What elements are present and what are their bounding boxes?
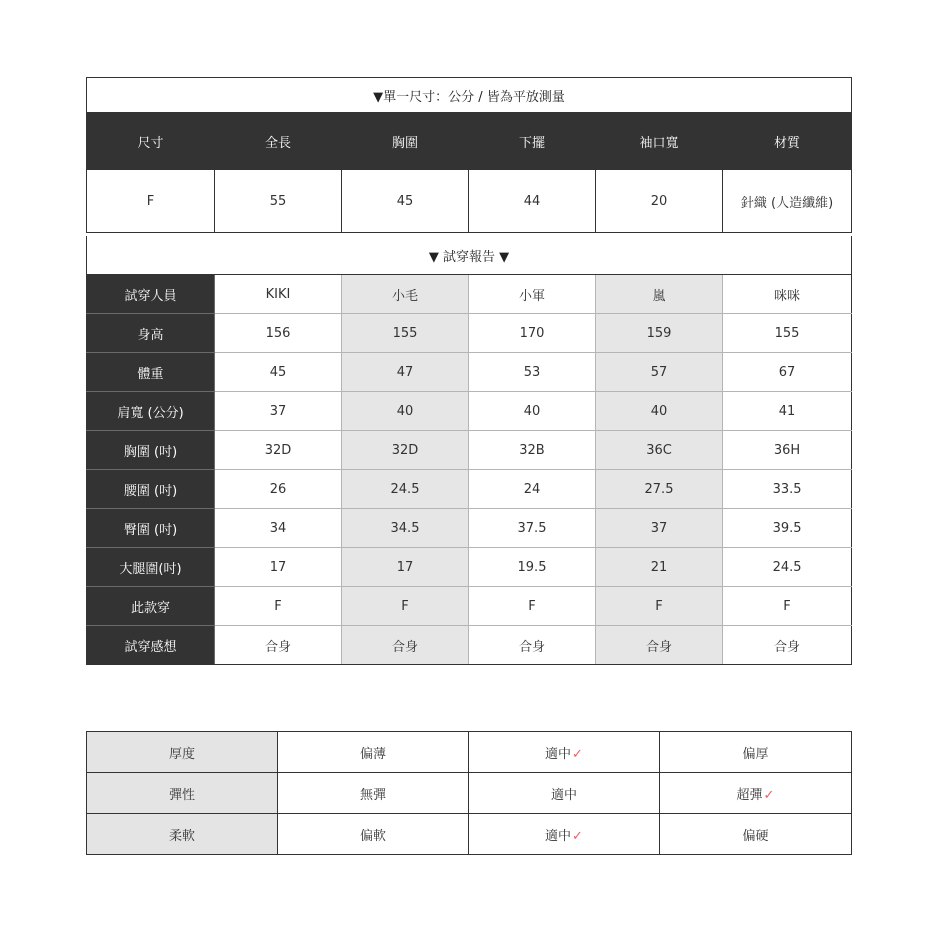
feel-option [278, 732, 469, 773]
header-hem: 下擺 [469, 113, 596, 170]
feel-row [87, 814, 852, 855]
fit-cell: 32D [215, 431, 342, 470]
checkmark-icon: ✓ [572, 746, 583, 762]
fit-row-label: 胸圍 (吋) [87, 431, 215, 470]
fit-report-row [87, 509, 852, 548]
feel-option [278, 814, 469, 855]
feel-option [660, 732, 852, 773]
fit-cell: 24.5 [723, 548, 852, 587]
fit-cell: 40 [342, 392, 469, 431]
header-chest: 胸圍 [342, 113, 469, 170]
fit-cell: 27.5 [596, 470, 723, 509]
fit-cell: 合身 [215, 626, 342, 665]
feel-option [660, 814, 852, 855]
fit-cell: 32B [469, 431, 596, 470]
size-table-title: ▼單一尺寸：公分 / 皆為平放測量 [87, 78, 852, 113]
fit-cell: 57 [596, 353, 723, 392]
cuff-value: 20 [596, 170, 723, 233]
checkmark-icon: ✓ [572, 828, 583, 844]
fit-cell: 39.5 [723, 509, 852, 548]
fit-cell: 17 [342, 548, 469, 587]
fit-cell: 嵐 [596, 275, 723, 314]
fit-row-label: 體重 [87, 353, 215, 392]
fit-cell: 小軍 [469, 275, 596, 314]
feel-option-text: 偏硬 [742, 828, 769, 844]
fit-row-label: 腰圍 (吋) [87, 470, 215, 509]
feel-option [660, 773, 852, 814]
fit-cell: 33.5 [723, 470, 852, 509]
fit-report-table [86, 236, 852, 665]
fit-cell: 53 [469, 353, 596, 392]
fit-row-label: 臀圍 (吋) [87, 509, 215, 548]
fit-report-row [87, 626, 852, 665]
header-length: 全長 [215, 113, 342, 170]
fit-row-label: 大腿圍(吋) [87, 548, 215, 587]
fit-cell: 32D [342, 431, 469, 470]
fit-report-row [87, 431, 852, 470]
feel-option-text: 偏厚 [742, 746, 769, 762]
fit-report-row [87, 275, 852, 314]
fit-cell: 159 [596, 314, 723, 353]
fit-cell: 41 [723, 392, 852, 431]
header-material: 材質 [723, 113, 852, 170]
feel-option-text: 偏薄 [359, 746, 386, 762]
fit-cell: 合身 [342, 626, 469, 665]
size-value: F [87, 170, 215, 233]
fit-cell: 40 [469, 392, 596, 431]
fit-cell: 合身 [469, 626, 596, 665]
fit-report-title: ▼ 試穿報告 ▼ [87, 236, 852, 275]
feel-option-text: 適中 [550, 787, 577, 803]
fabric-feel-table [86, 731, 852, 855]
feel-option-text: 偏軟 [359, 828, 386, 844]
fit-report-row [87, 470, 852, 509]
fit-cell: 47 [342, 353, 469, 392]
fit-cell: 17 [215, 548, 342, 587]
feel-option-text: 適中 [545, 746, 572, 762]
fit-cell: 小毛 [342, 275, 469, 314]
feel-option [469, 732, 660, 773]
fit-report-row [87, 587, 852, 626]
feel-option [278, 773, 469, 814]
fit-cell: F [469, 587, 596, 626]
fit-cell: 36C [596, 431, 723, 470]
fit-cell: 34 [215, 509, 342, 548]
fit-cell: 咪咪 [723, 275, 852, 314]
header-size: 尺寸 [87, 113, 215, 170]
fit-cell: 155 [342, 314, 469, 353]
fit-cell: 36H [723, 431, 852, 470]
feel-row-label: 厚度 [87, 732, 278, 773]
fit-cell: 45 [215, 353, 342, 392]
fit-cell: 34.5 [342, 509, 469, 548]
feel-row [87, 773, 852, 814]
feel-option-text: 適中 [545, 828, 572, 844]
feel-option-text: 超彈 [736, 787, 763, 803]
fit-report-row [87, 392, 852, 431]
fit-cell: F [723, 587, 852, 626]
fit-row-label: 試穿人員 [87, 275, 215, 314]
hem-value: 44 [469, 170, 596, 233]
fit-cell: 19.5 [469, 548, 596, 587]
feel-row-label: 彈性 [87, 773, 278, 814]
feel-row-label: 柔軟 [87, 814, 278, 855]
fit-row-label: 肩寬 (公分) [87, 392, 215, 431]
feel-option [469, 773, 660, 814]
fit-cell: 合身 [723, 626, 852, 665]
fit-cell: 155 [723, 314, 852, 353]
fit-cell: 24.5 [342, 470, 469, 509]
fit-cell: F [215, 587, 342, 626]
feel-option-text: 無彈 [359, 787, 386, 803]
fit-report-row [87, 314, 852, 353]
feel-option [469, 814, 660, 855]
fit-cell: 37 [596, 509, 723, 548]
length-value: 55 [215, 170, 342, 233]
fit-cell: 24 [469, 470, 596, 509]
fit-row-label: 此款穿 [87, 587, 215, 626]
fit-cell: 21 [596, 548, 723, 587]
chest-value: 45 [342, 170, 469, 233]
fit-cell: KIKI [215, 275, 342, 314]
fit-cell: F [342, 587, 469, 626]
fit-cell: 156 [215, 314, 342, 353]
fit-cell: 37 [215, 392, 342, 431]
size-table [86, 77, 852, 233]
fit-cell: 合身 [596, 626, 723, 665]
fit-cell: F [596, 587, 723, 626]
fit-row-label: 身高 [87, 314, 215, 353]
fit-cell: 40 [596, 392, 723, 431]
fit-report-row [87, 548, 852, 587]
checkmark-icon: ✓ [763, 787, 775, 803]
fit-cell: 26 [215, 470, 342, 509]
material-value: 針織 (人造纖維) [723, 170, 852, 233]
fit-report-row [87, 353, 852, 392]
fit-cell: 67 [723, 353, 852, 392]
feel-row [87, 732, 852, 773]
fit-cell: 170 [469, 314, 596, 353]
header-cuff: 袖口寬 [596, 113, 723, 170]
fit-cell: 37.5 [469, 509, 596, 548]
fit-row-label: 試穿感想 [87, 626, 215, 665]
